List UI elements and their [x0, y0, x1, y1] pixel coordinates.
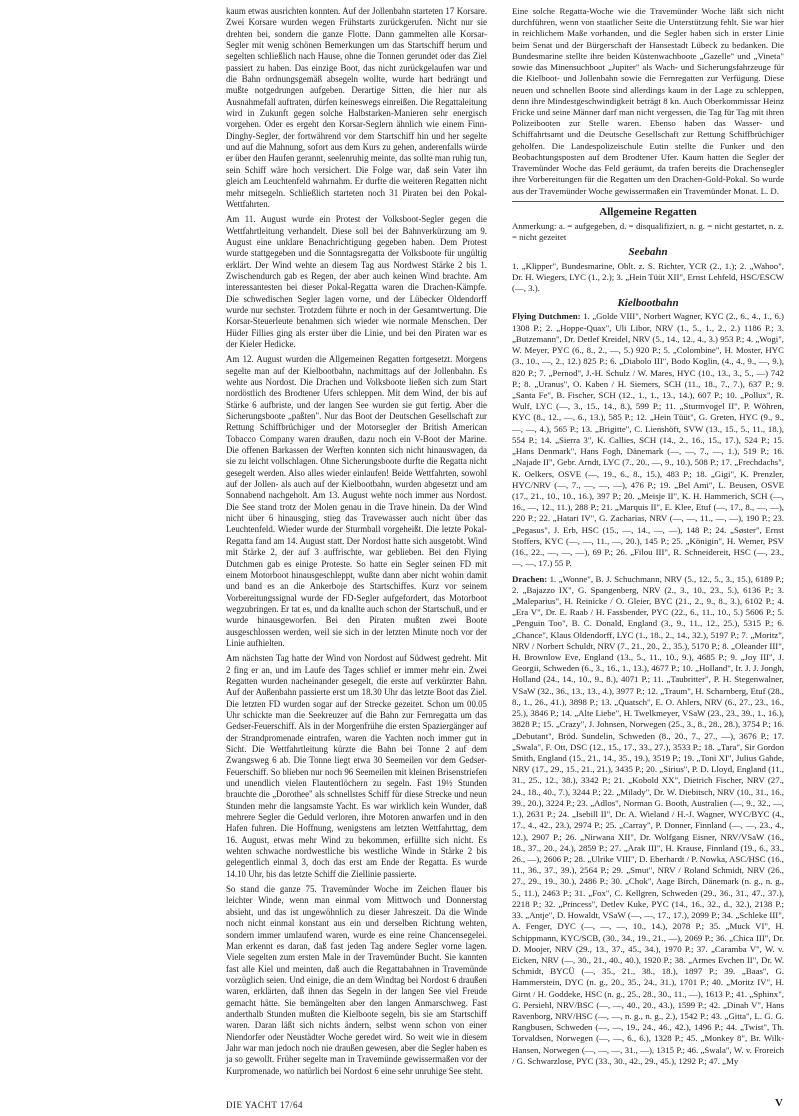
page-number: V — [775, 1097, 783, 1109]
article-paragraph: Eine solche Regatta-Woche wie die Travemünder Woche läßt sich nicht durchführen, wenn von staatlicher Seite die Unterstützung fehlt. Sie war hier in reichlichem Maße vorhanden, und die Segler haben sich in erster Linie beim Senat und der Bürgerschaft der Hansestadt Lübeck zu bedanken. Die Bundesmarine stellte ihre beiden Küstenwachboote „Gazelle" und „Vineta" sowie das Minensuchboot „Jupiter" als Wach- und Sicherungsfahrzeuge für die Kielboot- und Jollenbahn sowie die Fernregatten zur Verfügung. Diese neuen und schnellen Boote sind allerdings kaum in der Lage zu schleppen, denn ihre Mindestgeschwindigkeit beträgt 8 kn. Auch Oberkommissar Heinz Fricke und seine Männer darf man nicht vergessen, die Tag für Tag mit ihren Polizeibooten zur Stelle waren. Ebenso haben das Wasser- und Schiffahrtsamt und die Deutsche Gesellschaft zur Rettung Schiffbrüchiger geholfen. Die Landespolizeischule Eutin stellte die Funker und den Beobachtungsposten auf dem Brodtener Ufer. Kaum hatten die Segler der Travemünder Woche das Feld geräumt, da trafen bereits die Drachensegler ihre Vorbereitungen für die Regatten um den Drachen-Gold-Pokal. So wurde aus der Travemünder Woche gewissermaßen ein Travemünder Monat. L. D. — [512, 6, 784, 196]
results-heading: Allgemeine Regatten — [599, 205, 697, 218]
article-paragraph: Am 11. August wurde ein Protest der Volksboot-Segler gegen die Wettfahrtleitung verhandelt. Diese soll bei der Bahnverkürzung am 9. August eine unklare Benachrichtigung gegeben haben. Dem Protest wurde stattgegeben und die Sonntagsregatta der Volksboote für ungültig erklärt. Der Wind wehte an diesem Tag aus Nordwest Stärke 2 bis 1. Zwischendurch gab es Regen, der aber auch keinen Wind brachte. Am interessantesten bei dieser Pokal-Regatta waren die Drachen-Kämpfe. Die schwedischen Segler lagen vorne, und der Lübecker Oldendorff wurde nur sechster. Trotzdem führte er noch in der Gesamtwertung. Die Korsar-Steuerleute benahmen sich wieder wie normale Menschen. Der Hüder Fillies ging als erster über die Linie, und bei den Piraten war es der Kieler Hedicke. — [226, 214, 487, 349]
class-label: Flying Dutchmen: — [512, 311, 581, 322]
left-article-column — [226, 6, 487, 1081]
class-results-text: 1. „Golde VIII", Norbert Wagner, KYC (2., 6., 4., 1., 6.) 1308 P.; 2. „Hoppe-Quax", Uli Libor, NRV (1., 5., 1., 2., 2.) 1186 P.; 3. „Butzemann", Dr. Detlef Kreidel, NRV (5., 14., 12., 4., 3.) 953 P.; 4. „Wogi", W. Meyer, PYC (6., 8., 2., —, 5.) 920 P.; 5. „Colombine", H. Moster, HYC (3., 10., —, 2., 12.) 825 P.; 6. „Diabolo III", Bodo Koglin, (4., 4., 9., —, 9.), 820 P.; 7. „Pernod", J.-H. Schulz / W. Mares, HYC (10., 13., 3., 5., —) 742 P.; 8. „Uranus", O. Kaben / H. Siemers, SCH (11., 18., 7., 7.), 637 P.; 9. „Santa Fe", B. Fischer, SCH (12., 1., 1., 13., 14.), 607 P.; 10. „Pollux", R. Wulf, LYC (—, 3., 15., 14., 8.), 599 P.; 11. „Sturmvogel II", P. Wöhren, KYC (8., 12., —, 6., 13.), 585 P.; 12. „Hein Tüüt", G. Greten, HYC (9., 9., —, —, 4.), 565 P.; 13. „Brigitte", C. Lienshöft, SVW (13., 15., 5., 11., 18.), 554 P.; 14. „Sierra 3", K. Callies, SCH (14., 2., 16., 15., 17.), 524 P.; 15. „Hans Denmark", Hans Fogh, Dänemark (—, —, 7., —, 1.), 519 P.; 16. „Najade II", Gebr. Arndt, LYC (7., 20., —, 9., 10.), 508 P.; 17. „Frechdachs", K. Oelkers, OSVE (—, 19., 6., 8., 15.), 483 P.; 18. „Gigi", K. Prenzler, HYC/NRV (—, 7., —, —, —), 476 P.; 19. „Bel Ami", L. Beusen, OSVE (17., 21., 10., 10., 16.), 397 P.; 20. „Meisje II", K. H. Hammerich, SCH (—, 16., —, 12., 11.), 288 P.; 21. „Marquis II", E. Klee, Etuf (—, 17., 8., —, —), 220 P.; 22. „Hatari IV", G. Zacharias, NRV (—, —, 11., —, —), 190 P.; 23. „Pegasus", J. Erb, HSC (15., —, 14., —, —), 148 P.; 24. „Søster", Ernst Stoffers, KYC (—, —, 11., —, 20.), 145 P.; 25. „Königin", H. Wemer, PSV (16., 22., —, —, —), 69 P.; 26. „Filou III", R. Schneidereit, HSC (—, 23., —, —, 17.) 55 P. — [512, 311, 784, 569]
kielboot-heading: Kielbootbahn — [617, 297, 679, 310]
right-article-column — [512, 6, 784, 1071]
seebahn-heading: Seebahn — [628, 246, 668, 259]
results-notes: Anmerkung: a. = aufgegeben, d. = disqualifiziert, n. g. = nicht gestartet, n. z. = nicht gezeitet — [512, 220, 784, 243]
article-paragraph: kaum etwas ausrichten konnten. Auf der Jollenbahn starteten 17 Korsare. Zwei Korsare wurden wegen Frühstarts zurückgerufen. Nicht nur sie drehten bei, sondern die ganze Flotte. Dann gammelten alle Korsar-Segler mit wenig schönen Bemerkungen um das Startschiff herum und segelten schließlich nach Hause, ohne die Tonnen gerundet oder das Ziel passiert zu haben. Das einzige Boot, das nicht zurückgelaufen war und die Bahn ordnungsgemäß absegeln wollte, wurde hart bedrängt und mußte notgedrungen aufgeben. Derartige Sitten, die hier nur als Ausnahmefall auftraten, dürfen keineswegs einreißen. Die Regattaleitung wird in Zukunft gegen solche Halbstarken-Manieren sehr energisch vorgehen. Oder es ergeht den Korsar-Seglern ähnlich wie einem Finn-Dinghy-Segler, der fortwährend vor dem Startschiff hin und her segelte und auf die Mahnung, sofort aus dem Kurs zu gehen, anderenfalls würde er über den Haufen gerannt, seelenruhig meinte, das sollte man ruhig tun, sein Schiff wäre hoch versichert. Die Folge war, daß sein Vater ihn gleich am Leuchtenfeld wahrnahm. Er durfte die weiteren Regatten nicht mehr mitsegeln. Schließlich starteten noch 31 Piraten bei den Pokal-Wettfahrten. — [226, 6, 487, 209]
class-label: Drachen: — [512, 573, 548, 584]
drachen-results — [512, 574, 784, 1068]
seebahn-results: 1. „Klipper", Bundesmarine, Oblt. z. S. Richter, YCR (2., 1.); 2. „Wahoo", Dr. H. Wiegers, LYC (1., 2.); 3. „Hein Tüüt XII", Ernst Lehfeld, HSC/ESCW (—, 3.). — [512, 260, 784, 294]
flying-dutchmen-results — [512, 311, 784, 569]
article-paragraph: Am nächsten Tag hatte der Wind von Nordost auf Südwest gedreht. Mit 2 fing er an, und im Laufe des Tages schlief er immer mehr ein. Zwei Regatten wurden nacheinander gesegelt, die erste auf verkürzter Bahn. Auf der Außenbahn passierte erst um 18.30 Uhr das letzte Boot das Ziel. Die letzten FD wurden sogar auf der Strecke gezeitet. Schon um 00.05 Uhr schickte man die Seekreuzer auf die Bahn zur Fernregatta um das Gedser-Feuerschiff. Als in der Morgenfrühe die ersten Spaziergänger auf der Strandpromenade eintrafen, waren die Yachten noch immer gut in Sicht. Die Wettfahrtleitung kürzte die Bahn bei Tonne 2 auf dem Zwangsweg 6 ab. Die Tonne liegt etwa 30 Seemeilen vor dem Gedser-Feuerschiff. So blieben nur noch 96 Seemeilen mit kleinen Brisenstriefen und unendlich vielen Flautentlöchern zu segeln. Fast 19½ Stunden brauchte die „Dorothee" als schnellstes Schiff für diese Strecke und neun Stunden mehr die langsamste Yacht. Es war wirklich kein Wunder, daß mehrere Segler die Geduld verloren, ihre Motoren anwarfen und in den Hafen fuhren. Die Hoffnung, wenigstens am letzten Wettfahrttag, dem 16. August, etwas mehr Wind zu bekommen, erfüllte sich nicht. Es wehten schwache nordwestliche bis westliche Winde in Stärke 2 bis gelegentlich einmal 3, doch das erst am Ende der Regatta. Es wurde 14.10 Uhr, bis das letzte Schiff die Ziellinie passierte. — [226, 653, 487, 879]
magazine-footer: DIE YACHT 17/64 — [226, 1100, 303, 1110]
article-paragraph: So stand die ganze 75. Travemünder Woche im Zeichen flauer bis leichter Winde, wenn man einmal vom Mittwoch und Donnerstag absieht, und das ist ungewöhnlich zu dieser Jahreszeit. Da die Winde noch nicht einmal konstant aus ein und derselben Richtung wehten, sondern immer umlaufend waren, wurde es eine reine Chancensegelei. Man erkennt es daran, daß fast jeden Tag andere Segler vorne lagen. Viele segelten zum ersten Male in der Travemünder Bucht. Sie kannten fast alle Kiel und meinten, daß auch die Regattabahnen in Travemünde vorzüglich seien. Und einige, die an dem Windtag bei Nordost 6 draußen waren, erklärten, daß ihnen das Segeln in der langen See viel Freude gemacht hätte. Sie bemängelten aber den langen Anmarschweg. Fast anderthalb Stunden mußten die Kielboote segeln, bis sie am Startschiff waren. Daran läßt sich nichts ändern, selbst wenn schon von einer Niendorfer oder Neustädter Woche geredet wird. So weit wie in diesem Jahr war man jedoch noch nie draußen gewesen, aber die Segler haben es ja so gewollt. Früher segelte man in Travemünde gewissermaßen vor der Kurpromenade, wo natürlich bei Nordost 6 eine sehr unruhige See steht. — [226, 884, 487, 1076]
section-divider — [512, 201, 784, 202]
class-results-text: 1. „Wonne", B. J. Schuchmann, NRV (5., 12., 5., 3., 15.), 6189 P.; 2. „Bajazzo IX", G. Spangenberg, NRV (2., 3., 10., 23., 5.), 6136 P.; 3. „Maleparius", H. Reinicke / O. Gleier, BYC (21., 2., 9., 8., 3.), 6102 P.; 4. „Era V", Dr. E. Raab / H. Fassbender, PYC (22., 6., 11., 10., 5.) 5606 P.; 5. „Penguin Too", B. C. Donald, England (3., 9., 11., 12., 25.), 5315 P.; 6. „Chance", Klaus Oldendorff, LYC (1., 18., 2., 14., 32.), 5197 P.; 7. „Moritz", NRV / Norbert Schuldt, NRV (7., 21., 20., 2., 35.), 5170 P.; 8. „Oleander III", H. Brownlow Eve, England (13., 5., 11., 10., 9.), 4685 P.; 9. „Joy III", J. Georgii, Schweden (6., 3., 16., 1., 13.), 4677 P.; 10. „Holland", Ir. J. J. Jongh, Holland (24., 14., 10., 9., 8.), 4071 P.; 11. „Taubritter", P. H. Stegenwalner, VSaW (32., 36., 13., 13., 4.), 3977 P.; 12. „Traum", H. Scharnberg, Etuf (28., 8., 1., 26., 41.), 3898 P.; 13. „Quatsch", E. O. Ahlers, NRV (6., 27., 23., 16., 25.), 3846 P.; 14. „Alte Liebe", H. Twelkmeyer, VSaW (23., 23., 39., 1., 16.), 3828 P.; 15. „Crazy", J. Johnsen, Norwegen (25., 3., 8., 28., 28.), 3754 P.; 16. „Debutant", Bröd. Sundelin, Schweden (8., 20., 7., 27., —), 3676 P.; 17. „Swala", F. Ott, DSC (12., 15., 17., 33., 27.), 3533 P.; 18. „Tara", Sir Gordon Smith, England (15., 21., 14., 35., 19.), 3519 P.; 19. „Toni XI", Julius Gahde, NRV (17., 29., 15., 21., 21.), 3435 P.; 20. „Sirius", P. D. Lloyd, England (11., 31., 25., 12., 38.), 3342 P.; 21. „Kobold XX", Dietrich Fischer, NRV (27., 24., 18., 40., 7.), 3244 P.; 22. „Milady", Dr. W. Diebitsch, NRV (10., 31., 16., 39., 20.), 3224 P.; 23. „Adlos", Norman G. Booth, Australien (—, 9., 32., —, 1.), 2631 P.; 24. „Isebill II", Dr. A. Wieland / H.-J. Wagner, WYC/BYC (4., 17., 4., 42., 23.), 2974 P.; 25. „Carray", P. Donner, Finnland (—, —, 23., 4., 12.), 2907 P.; 26. „Nirwana XII", Dr. Wolfgang Eisner, NRV/VSaW (16., 18., 37., 20., 24.), 2859 P.; 27. „Arak III", H. Krause, Finnland (19., 6., 33., 26., —), 2606 P.; 28. „Ulrike VIII", D. Eberhardt / P. Nowka, ASC/HSC (16., 11., 36., 37., 39.), 2564 P.; 29. „Smut", NRV / Roland Schmidt, NRV (26., 27., 29., 19., 30.), 2486 P.; 30. „Chok", Aage Birch, Dänemark (n. g., n. g., 5., 11.), 2463 P.; 31. „Fox", C. Kellgren, Schweden (29., 36., 31., 47., 37.), 2218 P.; 32. „Princess", Detlev Kuke, PYC (14., 16., 32., d., 32.), 2138 P.; 33. „Antje", D. Howaldt, VSaW (—, —, 17., 17.), 2099 P.; 34. „Schleke III", A. Fenger, DYC (—, —, —, 10., 14.), 2078 P.; 35. „Muck VI", H. Schippmann, KYC/SCB, (30., 34., 19., 21., —), 2069 P.; 36. „Chica III", Dr. D. Moojer, NRV (29., 13., 37., 45., 34.), 1970 P.; 37. „Caramba V", W. v. Eicken, NRV (—, 30., 21., 40., 40.), 1920 P.; 38. „Armes Evchen II", Dr. W. Schmidt, BYCÜ (—, 35., 21., 38., 18.), 1897 P.; 39. „Baas", G. Hammerstein, DYC (n. g., 20., 35., 24., 31.), 1701 P.; 40. „Moritz IV", H. Girnt / H. Goddeke, HSC (n. g., 25., 28., 30., 11., —), 1613 P.; 41. „Sphinx", G. Persiehl, NRV/BSC (—, —, 40., 20., 43.), 1599 P.; 42. „Dinah V", Hans Ravenborg, NRV/HSC (—, —, n. g., n. g., 2.), 1542 P.; 43. „Gitta", L. G. G. Rangbusen, Schweden (—, —, 19., 24., 46., 42.), 1496 P.; 44. „Twist", Th. Torvaldsen, Norwegen (—, —, 6., 6.), 1328 P.; 45. „Monkey 8", Br. Wilk-Hansen, Norwegen (—, —, —, 31., —), 1315 P.; 46. „Swala", W. v. Froreich / G. Schwarzlose, PYC (33., 30., 42., 29., 45.), 1292 P.; 47. „My — [512, 573, 784, 1066]
article-paragraph: Am 12. August wurden die Allgemeinen Regatten fortgesetzt. Morgens segelte man auf der Kielbootbahn, nachmittags auf der Jollenbahn. Es wehte aus Nordost. Die Drachen und Volksboote ließen sich zum Start nordöstlich des Brodtener Ufers schleppen. Mit dem Wind, der bis auf Stärke 6 aufbriste, und der langen See wurden sie gut fertig. Aber die Sicherungsboote „paßten". Nur das Boot der Deutschen Gesellschaft zur Rettung Schiffbrüchiger und der Motorsegler der British American Tobacco Company waren draußen, dazu noch ein V-Boot der Marine. Die offenen Barkassen der Werften konnten sich nicht hinauswagen, da sie zu leicht vollschlagen. Ohne Sicherungsboote durfte die Regatta nicht gesegelt werden. Also alles wieder einlaufen! Beide Wettfahrten, sowohl auf der Jollen- als auch auf der Kielbootbahn, wurden abgesetzt und am Sonnabend nachgeholt. Am 13. August wehte noch immer aus Nordost. Die See stand trotz der Molen genau in die Trave hinein. Da der Wind nicht über 6 hinausging, stieg das Travewasser auch nicht über das Leuchtenfeld. Wieder wurde der Sturmball vorgeheißt. Die letzte Pokal-Regatta fand am 14. August statt. Der Nordost hatte sich ausgetobt. Wind mit Stärke 2, der auf 3 auffrischte, war geblieben. Bei den Flying Dutchmen gab es einige Proteste. So hatte ein Segler seinen FD mit einem Motorboot hinausgeschleppt, wußte dann aber nicht wohin damit und band es an die Ankerboje des Startschiffes. Kurz vor seinem Vorbereitungssignal wurde der FD-Segler aufgefordert, das Motorboot wegzubringen. Er tat es, und da knallte auch schon der Startschuß, und er wurde hinausgeworfen. Bei den Piraten mußten zwei Boote ausgeschlossen werden, weil sie sich in der letzten Minute noch vor der Linie aufhielten. — [226, 354, 487, 648]
